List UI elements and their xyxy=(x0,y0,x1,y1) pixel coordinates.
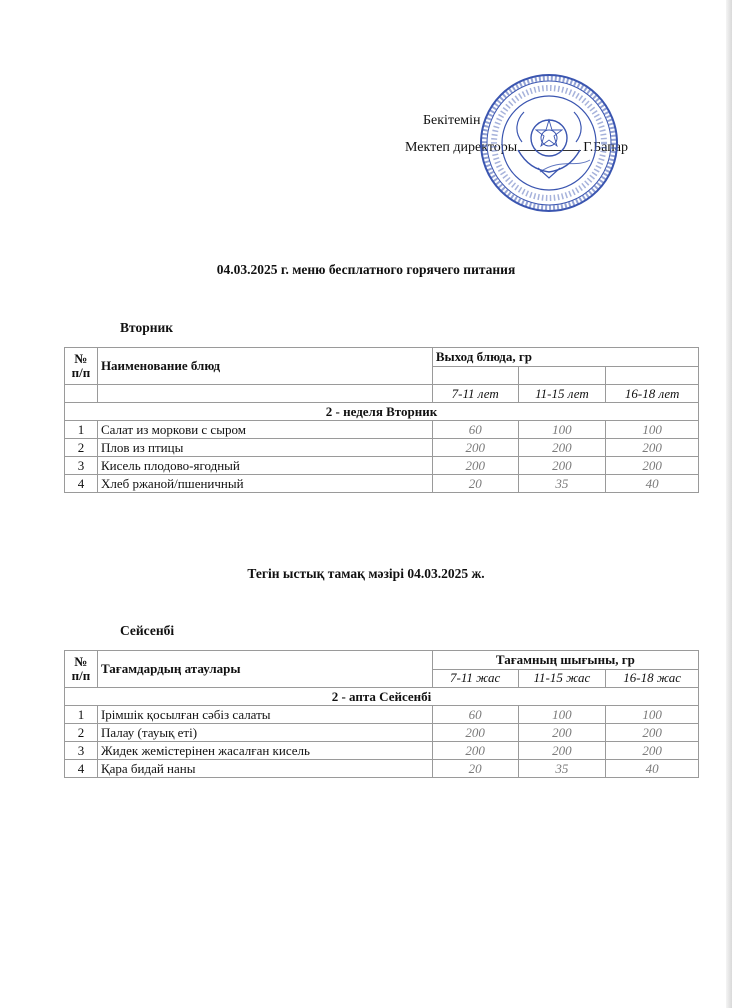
portion-value: 200 xyxy=(432,439,518,457)
header-name: Наименование блюд xyxy=(97,348,432,385)
header-num: № п/п xyxy=(65,651,98,688)
age-header: 7-11 жас xyxy=(432,669,518,688)
portion-value: 60 xyxy=(432,421,518,439)
empty-cell xyxy=(606,366,699,385)
menu-table-kz xyxy=(64,650,699,778)
dish-name: Қара бидай наны xyxy=(97,760,432,778)
portion-value: 200 xyxy=(518,724,606,742)
week-row: 2 - неделя Вторник xyxy=(65,403,699,421)
table-row xyxy=(65,439,699,457)
portion-value: 100 xyxy=(518,706,606,724)
portion-value: 200 xyxy=(518,742,606,760)
approval-label: Бекітемін xyxy=(423,113,481,128)
table-row xyxy=(65,742,699,760)
empty-cell xyxy=(97,385,432,403)
empty-cell xyxy=(432,366,518,385)
row-number: 1 xyxy=(65,706,98,724)
portion-value: 100 xyxy=(606,706,699,724)
row-number: 3 xyxy=(65,742,98,760)
empty-cell xyxy=(65,385,98,403)
row-number: 3 xyxy=(65,457,98,475)
portion-value: 200 xyxy=(606,724,699,742)
header-num: № п/п xyxy=(65,348,98,385)
age-header: 7-11 лет xyxy=(432,385,518,403)
week-row: 2 - апта Сейсенбі xyxy=(65,688,699,706)
table-row xyxy=(65,760,699,778)
table-row xyxy=(65,421,699,439)
dish-name: Кисель плодово-ягодный xyxy=(97,457,432,475)
director-name: Г.Бапар xyxy=(583,140,629,155)
age-header: 11-15 лет xyxy=(518,385,606,403)
age-header: 16-18 жас xyxy=(606,669,699,688)
empty-cell xyxy=(518,366,606,385)
director-label: Мектеп директоры xyxy=(405,140,518,155)
day-label-ru: Вторник xyxy=(120,320,174,335)
row-number: 1 xyxy=(65,421,98,439)
header-yield: Выход блюда, гр xyxy=(432,348,698,367)
school-seal-stamp xyxy=(478,72,620,214)
dish-name: Салат из моркови с сыром xyxy=(97,421,432,439)
portion-value: 200 xyxy=(432,724,518,742)
table-row xyxy=(65,457,699,475)
portion-value: 40 xyxy=(606,475,699,493)
portion-value: 200 xyxy=(606,742,699,760)
portion-value: 100 xyxy=(518,421,606,439)
dish-name: Ірімшік қосылған сәбіз салаты xyxy=(97,706,432,724)
row-number: 2 xyxy=(65,724,98,742)
row-number: 2 xyxy=(65,439,98,457)
portion-value: 200 xyxy=(518,439,606,457)
table-row xyxy=(65,475,699,493)
portion-value: 200 xyxy=(606,439,699,457)
portion-value: 20 xyxy=(432,760,518,778)
portion-value: 200 xyxy=(432,457,518,475)
age-header: 11-15 жас xyxy=(518,669,606,688)
scan-edge xyxy=(726,0,732,1008)
menu-title-ru: 04.03.2025 г. меню бесплатного горячего питания xyxy=(216,262,516,277)
day-label-kz: Сейсенбі xyxy=(120,623,175,638)
portion-value: 200 xyxy=(518,457,606,475)
dish-name: Хлеб ржаной/пшеничный xyxy=(97,475,432,493)
portion-value: 60 xyxy=(432,706,518,724)
dish-name: Плов из птицы xyxy=(97,439,432,457)
header-yield: Тағамның шығыны, гр xyxy=(432,651,698,670)
table-row xyxy=(65,706,699,724)
row-number: 4 xyxy=(65,760,98,778)
header-name: Тағамдардың атаулары xyxy=(97,651,432,688)
menu-table-ru xyxy=(64,347,699,493)
dish-name: Жидек жемістерінен жасалған кисель xyxy=(97,742,432,760)
portion-value: 20 xyxy=(432,475,518,493)
table-row xyxy=(65,724,699,742)
portion-value: 200 xyxy=(606,457,699,475)
menu-title-kz: Тегін ыстық тамақ мәзірі 04.03.2025 ж. xyxy=(247,566,485,581)
portion-value: 35 xyxy=(518,475,606,493)
portion-value: 200 xyxy=(432,742,518,760)
age-header: 16-18 лет xyxy=(606,385,699,403)
portion-value: 40 xyxy=(606,760,699,778)
dish-name: Палау (тауық еті) xyxy=(97,724,432,742)
portion-value: 35 xyxy=(518,760,606,778)
portion-value: 100 xyxy=(606,421,699,439)
row-number: 4 xyxy=(65,475,98,493)
